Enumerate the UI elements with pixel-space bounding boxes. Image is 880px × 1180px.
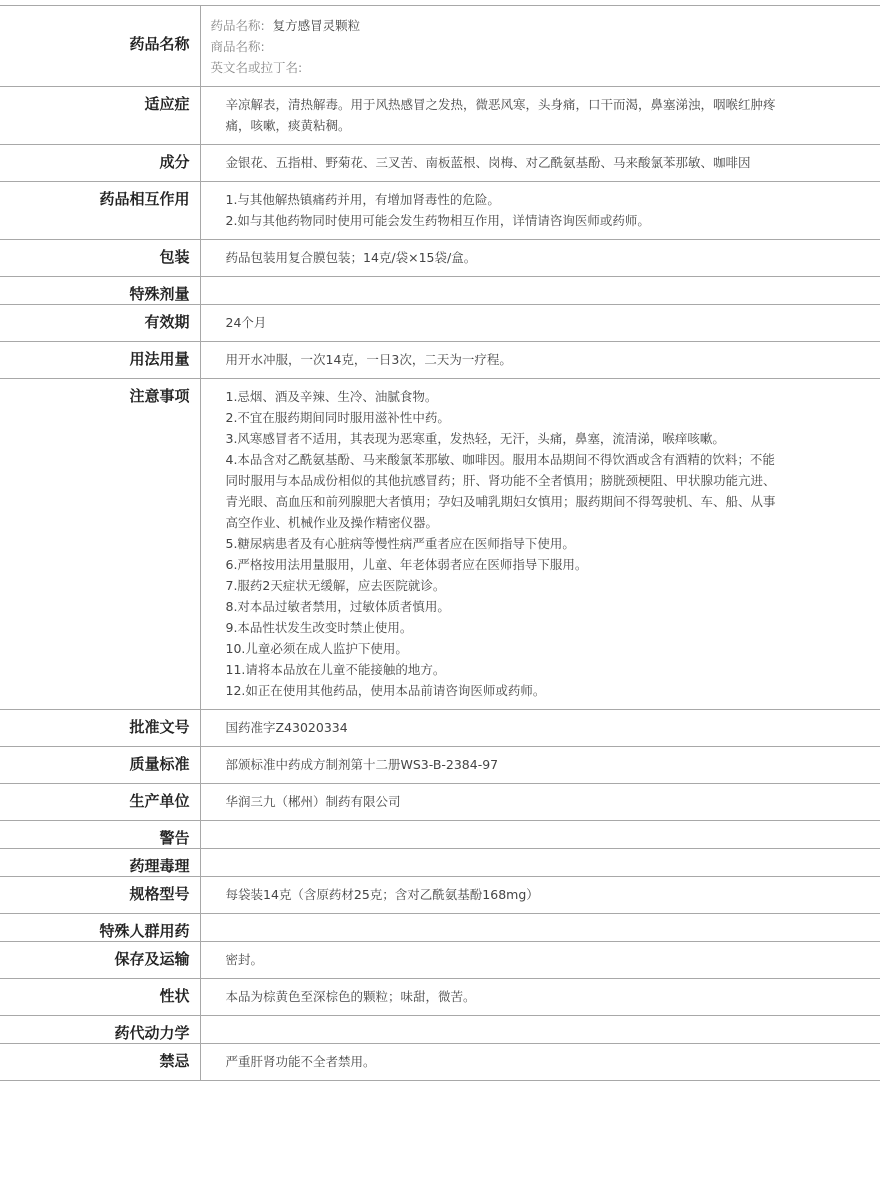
generic-name-label: 药品名称: — [210, 18, 265, 33]
row-contraindications — [0, 1044, 880, 1081]
row-precautions — [0, 379, 880, 710]
indications-label: 适应症 — [0, 87, 200, 145]
row-special-population — [0, 914, 880, 942]
manufacturer-label: 生产单位 — [0, 784, 200, 821]
row-special-dosage — [0, 277, 880, 305]
packaging-label: 包装 — [0, 240, 200, 277]
ingredients-label: 成分 — [0, 145, 200, 182]
row-ingredients — [0, 145, 880, 182]
interaction-item: 2.如与其他药物同时使用可能会发生药物相互作用，详情请咨询医师或药师。 — [225, 213, 650, 228]
row-packaging — [0, 240, 880, 277]
row-shelf-life — [0, 305, 880, 342]
english-name-label: 英文名或拉丁名: — [210, 60, 303, 75]
row-indications — [0, 87, 880, 145]
row-storage — [0, 942, 880, 979]
row-drug-name — [0, 6, 880, 87]
special-dosage-label: 特殊剂量 — [0, 277, 200, 305]
row-manufacturer — [0, 784, 880, 821]
approval-number-label: 批准文号 — [0, 710, 200, 747]
precaution-item: 3.风寒感冒者不适用，其表现为恶寒重，发热轻，无汗，头痛，鼻塞，流清涕，喉痒咳嗽。 — [225, 431, 725, 446]
precaution-item: 11.请将本品放在儿童不能接触的地方。 — [225, 662, 446, 677]
warning-value — [200, 821, 880, 849]
pharmacology-value — [200, 849, 880, 877]
row-pharmacology — [0, 849, 880, 877]
quality-standard-value: 部颁标准中药成方制剂第十二册WS3-B-2384-97 — [200, 747, 880, 784]
specification-label: 规格型号 — [0, 877, 200, 914]
row-warning — [0, 821, 880, 849]
precaution-item: 8.对本品过敏者禁用，过敏体质者慎用。 — [225, 599, 450, 614]
special-population-value — [200, 914, 880, 942]
pharmacokinetics-value — [200, 1016, 880, 1044]
drug-spec-sheet — [0, 5, 880, 1081]
english-name-line — [211, 57, 861, 78]
specification-value: 每袋装14克（含原药材25克；含对乙酰氨基酚168mg） — [200, 877, 880, 914]
contraindications-label: 禁忌 — [0, 1044, 200, 1081]
shelf-life-value: 24个月 — [200, 305, 880, 342]
precaution-item: 5.糖尿病患者及有心脏病等慢性病严重者应在医师指导下使用。 — [225, 536, 575, 551]
drug-name-value — [200, 6, 880, 87]
precaution-item: 6.严格按用法用量服用，儿童、年老体弱者应在医师指导下服用。 — [225, 557, 588, 572]
storage-label: 保存及运输 — [0, 942, 200, 979]
generic-name-line — [211, 15, 861, 36]
row-quality-standard — [0, 747, 880, 784]
interactions-value — [200, 182, 880, 240]
pharmacokinetics-label: 药代动力学 — [0, 1016, 200, 1044]
manufacturer-value: 华润三九（郴州）制药有限公司 — [200, 784, 880, 821]
ingredients-value: 金银花、五指柑、野菊花、三叉苦、南板蓝根、岗梅、对乙酰氨基酚、马来酸氯苯那敏、咖啡因 — [200, 145, 880, 182]
drug-name-label: 药品名称 — [0, 6, 200, 87]
row-interactions — [0, 182, 880, 240]
precaution-item: 4.本品含对乙酰氨基酚、马来酸氯苯那敏、咖啡因。服用本品期间不得饮酒或含有酒精的饮料；不能同时服用与本品成份相似的其他抗感冒药；肝、肾功能不全者慎用；膀胱颈梗阻、甲状腺功能亢进、青光眼、高血压和前列腺肥大者慎用；孕妇及哺乳期妇女慎用；服药期间不得驾驶机、车、船、从事高空作业、机械作业及操作精密仪器。 — [225, 452, 776, 530]
description-label: 性状 — [0, 979, 200, 1016]
interaction-item: 1.与其他解热镇痛药并用，有增加肾毒性的危险。 — [225, 192, 500, 207]
contraindications-value: 严重肝肾功能不全者禁用。 — [200, 1044, 880, 1081]
approval-number-value: 国药准字Z43020334 — [200, 710, 880, 747]
precaution-item: 10.儿童必须在成人监护下使用。 — [225, 641, 408, 656]
trade-name-line — [211, 36, 861, 57]
quality-standard-label: 质量标准 — [0, 747, 200, 784]
description-value: 本品为棕黄色至深棕色的颗粒；味甜，微苦。 — [200, 979, 880, 1016]
precautions-value — [200, 379, 880, 710]
precaution-item: 12.如正在使用其他药品，使用本品前请咨询医师或药师。 — [225, 683, 546, 698]
row-pharmacokinetics — [0, 1016, 880, 1044]
precautions-label: 注意事项 — [0, 379, 200, 710]
precaution-item: 9.本品性状发生改变时禁止使用。 — [225, 620, 413, 635]
warning-label: 警告 — [0, 821, 200, 849]
special-population-label: 特殊人群用药 — [0, 914, 200, 942]
packaging-value: 药品包装用复合膜包装；14克/袋×15袋/盒。 — [200, 240, 880, 277]
trade-name-label: 商品名称: — [210, 39, 265, 54]
row-approval-number — [0, 710, 880, 747]
indications-value: 辛凉解表，清热解毒。用于风热感冒之发热，微恶风寒，头身痛，口干而渴，鼻塞涕浊，咽喉红肿疼痛，咳嗽，痰黄粘稠。 — [200, 87, 880, 145]
precaution-item: 7.服药2天症状无缓解，应去医院就诊。 — [225, 578, 446, 593]
generic-name-value: 复方感冒灵颗粒 — [272, 18, 361, 33]
shelf-life-label: 有效期 — [0, 305, 200, 342]
storage-value: 密封。 — [200, 942, 880, 979]
row-usage — [0, 342, 880, 379]
row-description — [0, 979, 880, 1016]
precaution-item: 2.不宜在服药期间同时服用滋补性中药。 — [225, 410, 450, 425]
pharmacology-label: 药理毒理 — [0, 849, 200, 877]
usage-value: 用开水冲服，一次14克，一日3次，二天为一疗程。 — [200, 342, 880, 379]
drug-spec-table — [0, 5, 880, 1081]
usage-label: 用法用量 — [0, 342, 200, 379]
precaution-item: 1.忌烟、酒及辛辣、生冷、油腻食物。 — [225, 389, 438, 404]
row-specification — [0, 877, 880, 914]
interactions-label: 药品相互作用 — [0, 182, 200, 240]
special-dosage-value — [200, 277, 880, 305]
